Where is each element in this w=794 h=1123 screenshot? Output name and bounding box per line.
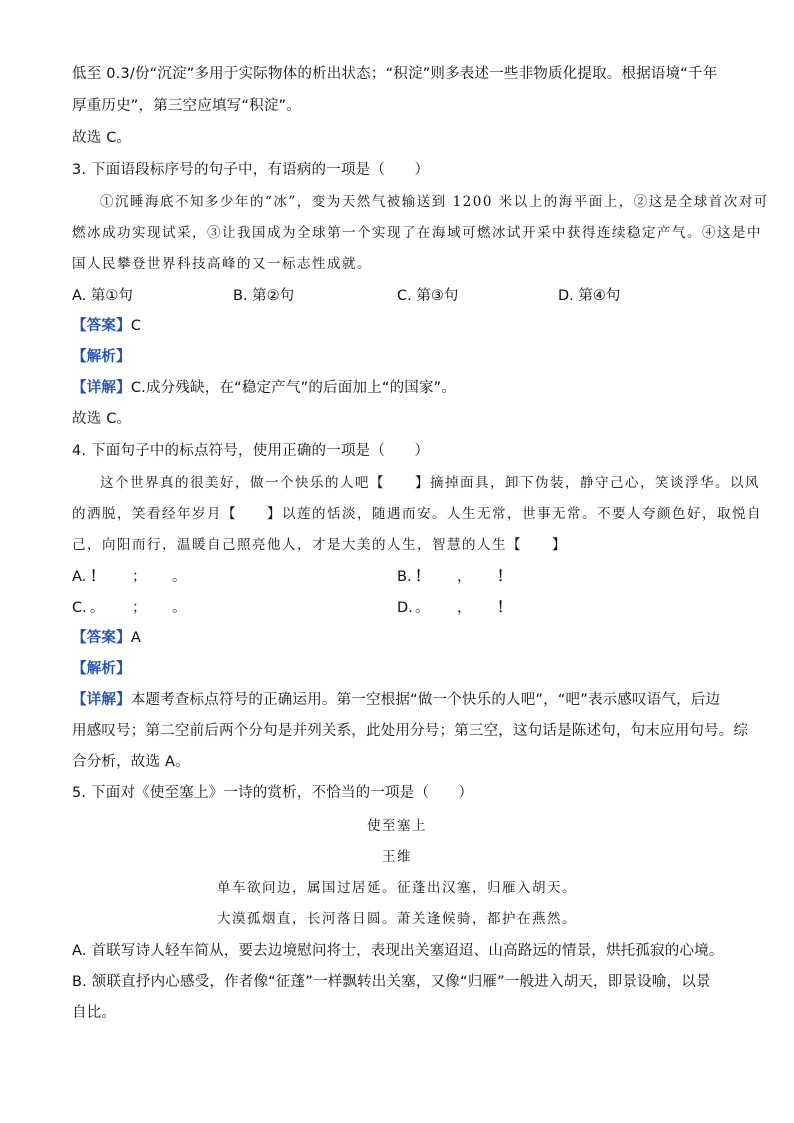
q4-option-d: D. 。 ， ！: [397, 600, 512, 616]
q4-analysis: [72, 659, 131, 679]
q4-stem: 4. 下面句子中的标点符号，使用正确的一项是（ ）: [72, 443, 430, 459]
poem-title: 使至塞上: [367, 818, 427, 834]
q4-option-a: A. ！ ； 。: [72, 569, 187, 585]
q4-detail-line-2: 用感叹号；第二空前后两个分句是并列关系，此处用分号；第三空，这句话是陈述句，句末应用句号。综: [72, 723, 749, 739]
q3-answer: [72, 316, 141, 336]
q3-option-d: D. 第④句: [558, 288, 621, 304]
q4-detail-line-1: 【详解】本题考查标点符号的正确运用。第一空根据“做一个快乐的人吧”，“吧”表示感叹语气，后边: [72, 692, 721, 708]
q4-passage-line-2: 的洒脱，笑看经年岁月【 】以莲的恬淡，随遇而安。人生无常，世事无常。不要人夸颜色好，取悦自: [72, 506, 762, 522]
answer-value: A: [130, 630, 141, 646]
answer-tag: 【答案】: [72, 630, 131, 646]
q4-passage-line-3: 己，向阳而行，温暖自己照亮他人，才是大美的人生，智慧的人生【 】: [72, 537, 567, 553]
q4-detail-line-3: 合分析，故选 A。: [72, 754, 190, 770]
q3-option-c: C. 第③句: [397, 288, 459, 304]
intro-line-2: 厚重历史”，第三空应填写“积淀”。: [72, 98, 301, 114]
analysis-tag: 【解析】: [72, 349, 131, 365]
q5-option-a: A. 首联写诗人轻车简从，要去边境慰问将士，表现出关塞迢迢、山高路远的情景，烘托孤寂的心境。: [72, 943, 724, 959]
analysis-tag: 【解析】: [72, 661, 131, 677]
answer-tag: 【答案】: [72, 318, 131, 334]
q3-conclusion: 故选 C。: [72, 411, 132, 427]
poem-author: 王维: [382, 849, 412, 865]
poem-line-2: 大漠孤烟直，长河落日圆。萧关逢候骑，都护在燕然。: [217, 911, 577, 927]
q3-stem: 3. 下面语段标序号的句子中，有语病的一项是（ ）: [72, 162, 430, 178]
detail-tag: 【详解】: [72, 692, 131, 708]
q5-stem: 5. 下面对《使至塞上》一诗的赏析，不恰当的一项是（ ）: [72, 785, 474, 801]
q3-passage-line-2: 燃冰成功实现试采，③让我国成为全球第一个实现了在海域可燃冰试开采中获得连续稳定产气。④这是中: [72, 225, 762, 241]
q5-option-b-line-2: 自比。: [72, 1005, 117, 1021]
q4-passage-line-1: 这个世界真的很美好，做一个快乐的人吧【 】摘掉面具，卸下伪装，静守己心，笑谈浮华。以风: [100, 475, 760, 491]
answer-value: C: [130, 318, 142, 334]
q4-option-c: C. 。 ； 。: [72, 600, 187, 616]
q3-passage-line-1: ①沉睡海底不知多少年的“冰”，变为天然气被输送到 1200 米以上的海平面上，②这是全球首次对可: [100, 194, 769, 210]
q5-option-b-line-1: B. 颔联直抒内心感受，作者像“征蓬”一样飘转出关塞，又像“归雁”一般进入胡天，即景设喻，以景: [72, 974, 711, 990]
q4-option-b: B. ！ ， ！: [397, 569, 512, 585]
q4-answer: [72, 628, 141, 648]
q3-analysis: [72, 347, 131, 367]
intro-line-1: 低至 0.3/份“沉淀”多用于实际物体的析出状态；“积淀”则多表述一些非物质化提取。根据语境“千年: [72, 66, 718, 82]
poem-line-1: 单车欲问边，属国过居延。征蓬出汉塞，归雁入胡天。: [217, 880, 577, 896]
q3-detail: 【详解】C.成分残缺，在“稳定产气”的后面加上“的国家”。: [72, 380, 457, 396]
detail-tag: 【详解】: [72, 380, 131, 396]
q3-option-b: B. 第②句: [233, 288, 295, 304]
q3-option-a: A. 第①句: [72, 288, 133, 304]
q3-passage-line-3: 国人民攀登世界科技高峰的又一标志性成就。: [72, 256, 372, 272]
intro-conclusion: 故选 C。: [72, 130, 132, 146]
